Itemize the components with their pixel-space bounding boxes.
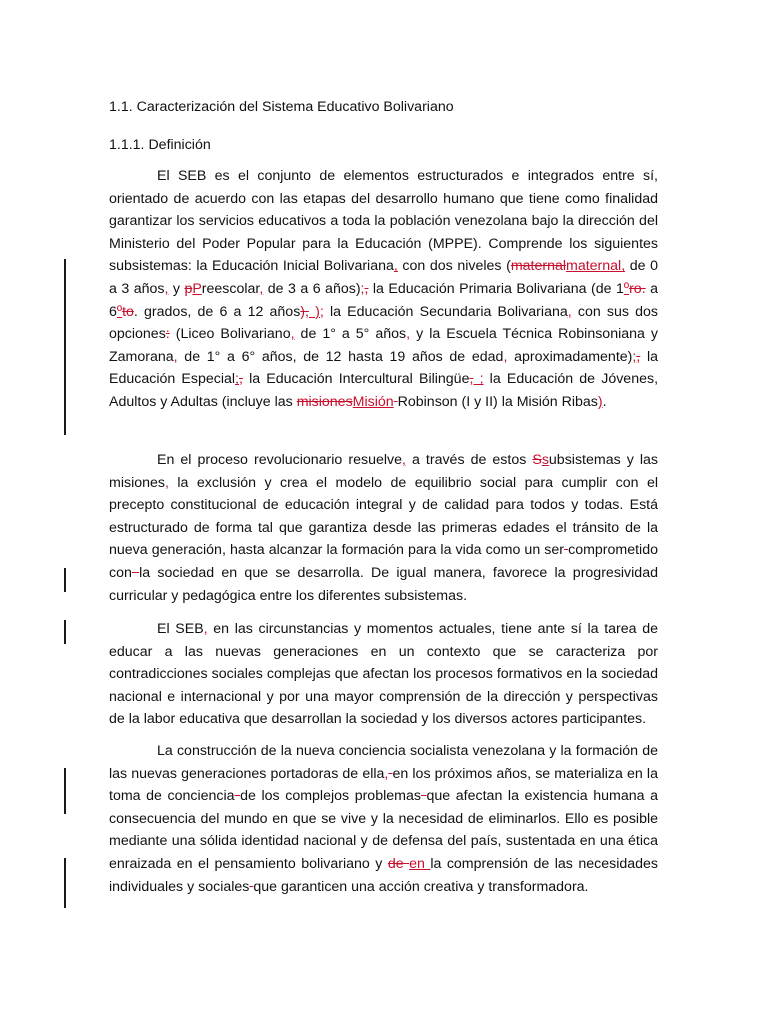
tracked-deletion: de bbox=[387, 855, 410, 872]
tracked-insertion: , bbox=[567, 303, 572, 320]
text-run: la Educación de Jóvenes, Adultos y Adultas (incluye las bbox=[109, 371, 659, 410]
tracked-insertion: , bbox=[503, 348, 508, 365]
tracked-insertion: , bbox=[401, 452, 406, 468]
text-run: la Educación Secundaria Bolivariana bbox=[323, 303, 568, 320]
change-bar bbox=[64, 768, 66, 814]
text-run: de 3 a 6 años) bbox=[263, 280, 361, 297]
tracked-insertion: , bbox=[384, 765, 389, 782]
tracked-insertion: ; bbox=[360, 280, 365, 297]
tracked-deletion: S bbox=[532, 452, 542, 468]
text-run: de 1° a 6° años, de 12 hasta 19 años de edad bbox=[177, 348, 504, 365]
tracked-insertion: ; bbox=[632, 348, 637, 365]
text-run: de los complejos problemas bbox=[240, 788, 421, 805]
text-run: y la Escuela Técnica Robinsoniana y Zamorana bbox=[109, 326, 659, 365]
text-run: la Educación Intercultural Bilingüe bbox=[242, 371, 470, 388]
tracked-deletion: : bbox=[165, 326, 170, 343]
text-run: la Educación Primaria Bolivariana (de 1 bbox=[368, 280, 624, 297]
text-run: El SEB bbox=[157, 621, 204, 637]
text-run: con dos niveles ( bbox=[397, 258, 511, 275]
tracked-deletion: , bbox=[636, 348, 641, 365]
text-run: En el proceso revolucionario resuelve bbox=[157, 452, 402, 468]
tracked-insertion: º bbox=[623, 280, 630, 297]
tracked-insertion: , bbox=[290, 326, 295, 343]
text-run: que garanticen una acción creativa y transformadora. bbox=[253, 878, 589, 895]
text-run: de 0 a 3 años bbox=[109, 258, 658, 297]
text-run: ubsistemas y las misiones bbox=[109, 452, 658, 491]
tracked-insertion: , bbox=[164, 474, 169, 491]
tracked-insertion: P bbox=[192, 280, 202, 297]
tracked-insertion: ; bbox=[235, 371, 239, 388]
change-bar bbox=[64, 858, 66, 908]
change-bar bbox=[64, 620, 66, 644]
tracked-insertion: , bbox=[259, 280, 264, 297]
text-run: a 6 bbox=[109, 280, 658, 320]
text-run: de 1° a 5° años bbox=[294, 326, 407, 343]
tracked-insertion: , bbox=[406, 326, 411, 343]
paragraph-current-task bbox=[109, 618, 658, 731]
text-run: la exclusión y crea el modelo de equilibrio social para cumplir con el precepto constitucional de educación integral y de calidad para todos y todas. Está estructurado de forma tal que garantiza desde las primeras edades el tránsito de la nueva generación, hasta alcanzar la formación para la vida como un ser bbox=[109, 474, 658, 559]
tracked-insertion: ; bbox=[473, 371, 484, 388]
tracked-insertion: ) bbox=[597, 393, 603, 410]
text-run: comprometido con bbox=[109, 542, 658, 581]
tracked-insertion: maternal, bbox=[566, 258, 626, 275]
tracked-deletion: maternal bbox=[510, 258, 567, 275]
change-bar bbox=[64, 259, 66, 435]
change-bar bbox=[64, 568, 66, 592]
text-run: la sociedad en que se desarrolla. De igual manera, favorece la progresividad curricular y pedagógica entre los diferentes subsistemas. bbox=[109, 564, 658, 604]
tracked-deletion: , bbox=[364, 280, 369, 297]
text-run: a través de estos bbox=[405, 452, 533, 468]
section-heading: 1.1. Caracterización del Sistema Educativo Bolivariano bbox=[109, 99, 454, 115]
tracked-insertion: ); bbox=[308, 303, 324, 320]
paragraph-revolutionary-process bbox=[109, 449, 658, 607]
tracked-deletion: to bbox=[122, 303, 134, 320]
text-run: y bbox=[168, 280, 185, 297]
text-run: (Liceo Bolivariano bbox=[169, 326, 291, 343]
text-run: aproximadamente) bbox=[507, 348, 633, 365]
tracked-insertion: , bbox=[173, 348, 178, 365]
tracked-deletion: ), bbox=[300, 303, 309, 320]
text-run: reescolar bbox=[201, 280, 260, 297]
tracked-insertion: , bbox=[164, 280, 169, 297]
text-run: Robinson (I y II) la Misión Ribas bbox=[397, 393, 598, 410]
text-run: que afectan la existencia humana a consecuencia del mundo en que se vive y la necesidad de eliminarlos. Ello es posible mediante una sólida identidad nacional y de defensa del país, sustentada en una ética enraizada en el pensamiento bolivariano y bbox=[109, 788, 658, 872]
paragraph-socialist-conscience bbox=[109, 740, 658, 898]
text-run: El SEB es el conjunto de elementos estructurados e integrados entre sí, orientado de acuerdo con las etapas del desarrollo humano que tiene como finalidad garantizar los servicios educativos a toda la población venezolana bajo la dirección del Ministerio del Poder Popular para la Educación (MPPE). Comprende los siguientes subsistemas: la Educación Inicial Bolivariana bbox=[109, 168, 658, 275]
tracked-deletion: , bbox=[469, 371, 474, 388]
tracked-deletion: p bbox=[184, 280, 193, 297]
tracked-insertion: , bbox=[393, 258, 398, 275]
tracked-deletion: misiones bbox=[296, 393, 353, 410]
text-run: en las circunstancias y momentos actuales, tiene ante sí la tarea de educar a las nuevas generaciones en un contexto que se caracteriza por contradicciones sociales complejas que afectan los procesos formativos en la sociedad nacional e internacional y por una mayor comprensión de la dirección y perspectivas de la labor educativa que desarrollan la sociedad y los diversos actores participantes. bbox=[109, 621, 659, 728]
text-run: la comprensión de las necesidades individuales y sociales bbox=[109, 855, 658, 895]
tracked-insertion: en bbox=[409, 855, 431, 872]
tracked-insertion: Misión bbox=[352, 393, 394, 410]
tracked-insertion: , bbox=[203, 621, 208, 637]
text-run: con sus dos opciones bbox=[109, 303, 659, 343]
tracked-deletion: , bbox=[239, 371, 243, 388]
paragraph-definition bbox=[109, 165, 658, 414]
tracked-insertion: º bbox=[116, 303, 123, 320]
subsection-heading: 1.1.1. Definición bbox=[109, 137, 211, 153]
text-run: La construcción de la nueva conciencia socialista venezolana y la formación de las nuevas generaciones portadoras de ella bbox=[109, 743, 658, 782]
tracked-insertion: s bbox=[541, 452, 549, 468]
text-run: . bbox=[602, 393, 607, 410]
text-run: . grados, de 6 a 12 años bbox=[133, 303, 301, 320]
text-run: en los próximos años, se materializa en la toma de conciencia bbox=[109, 765, 658, 805]
text-run: la Educación Especial bbox=[109, 348, 659, 388]
tracked-deletion: ro. bbox=[629, 280, 646, 297]
